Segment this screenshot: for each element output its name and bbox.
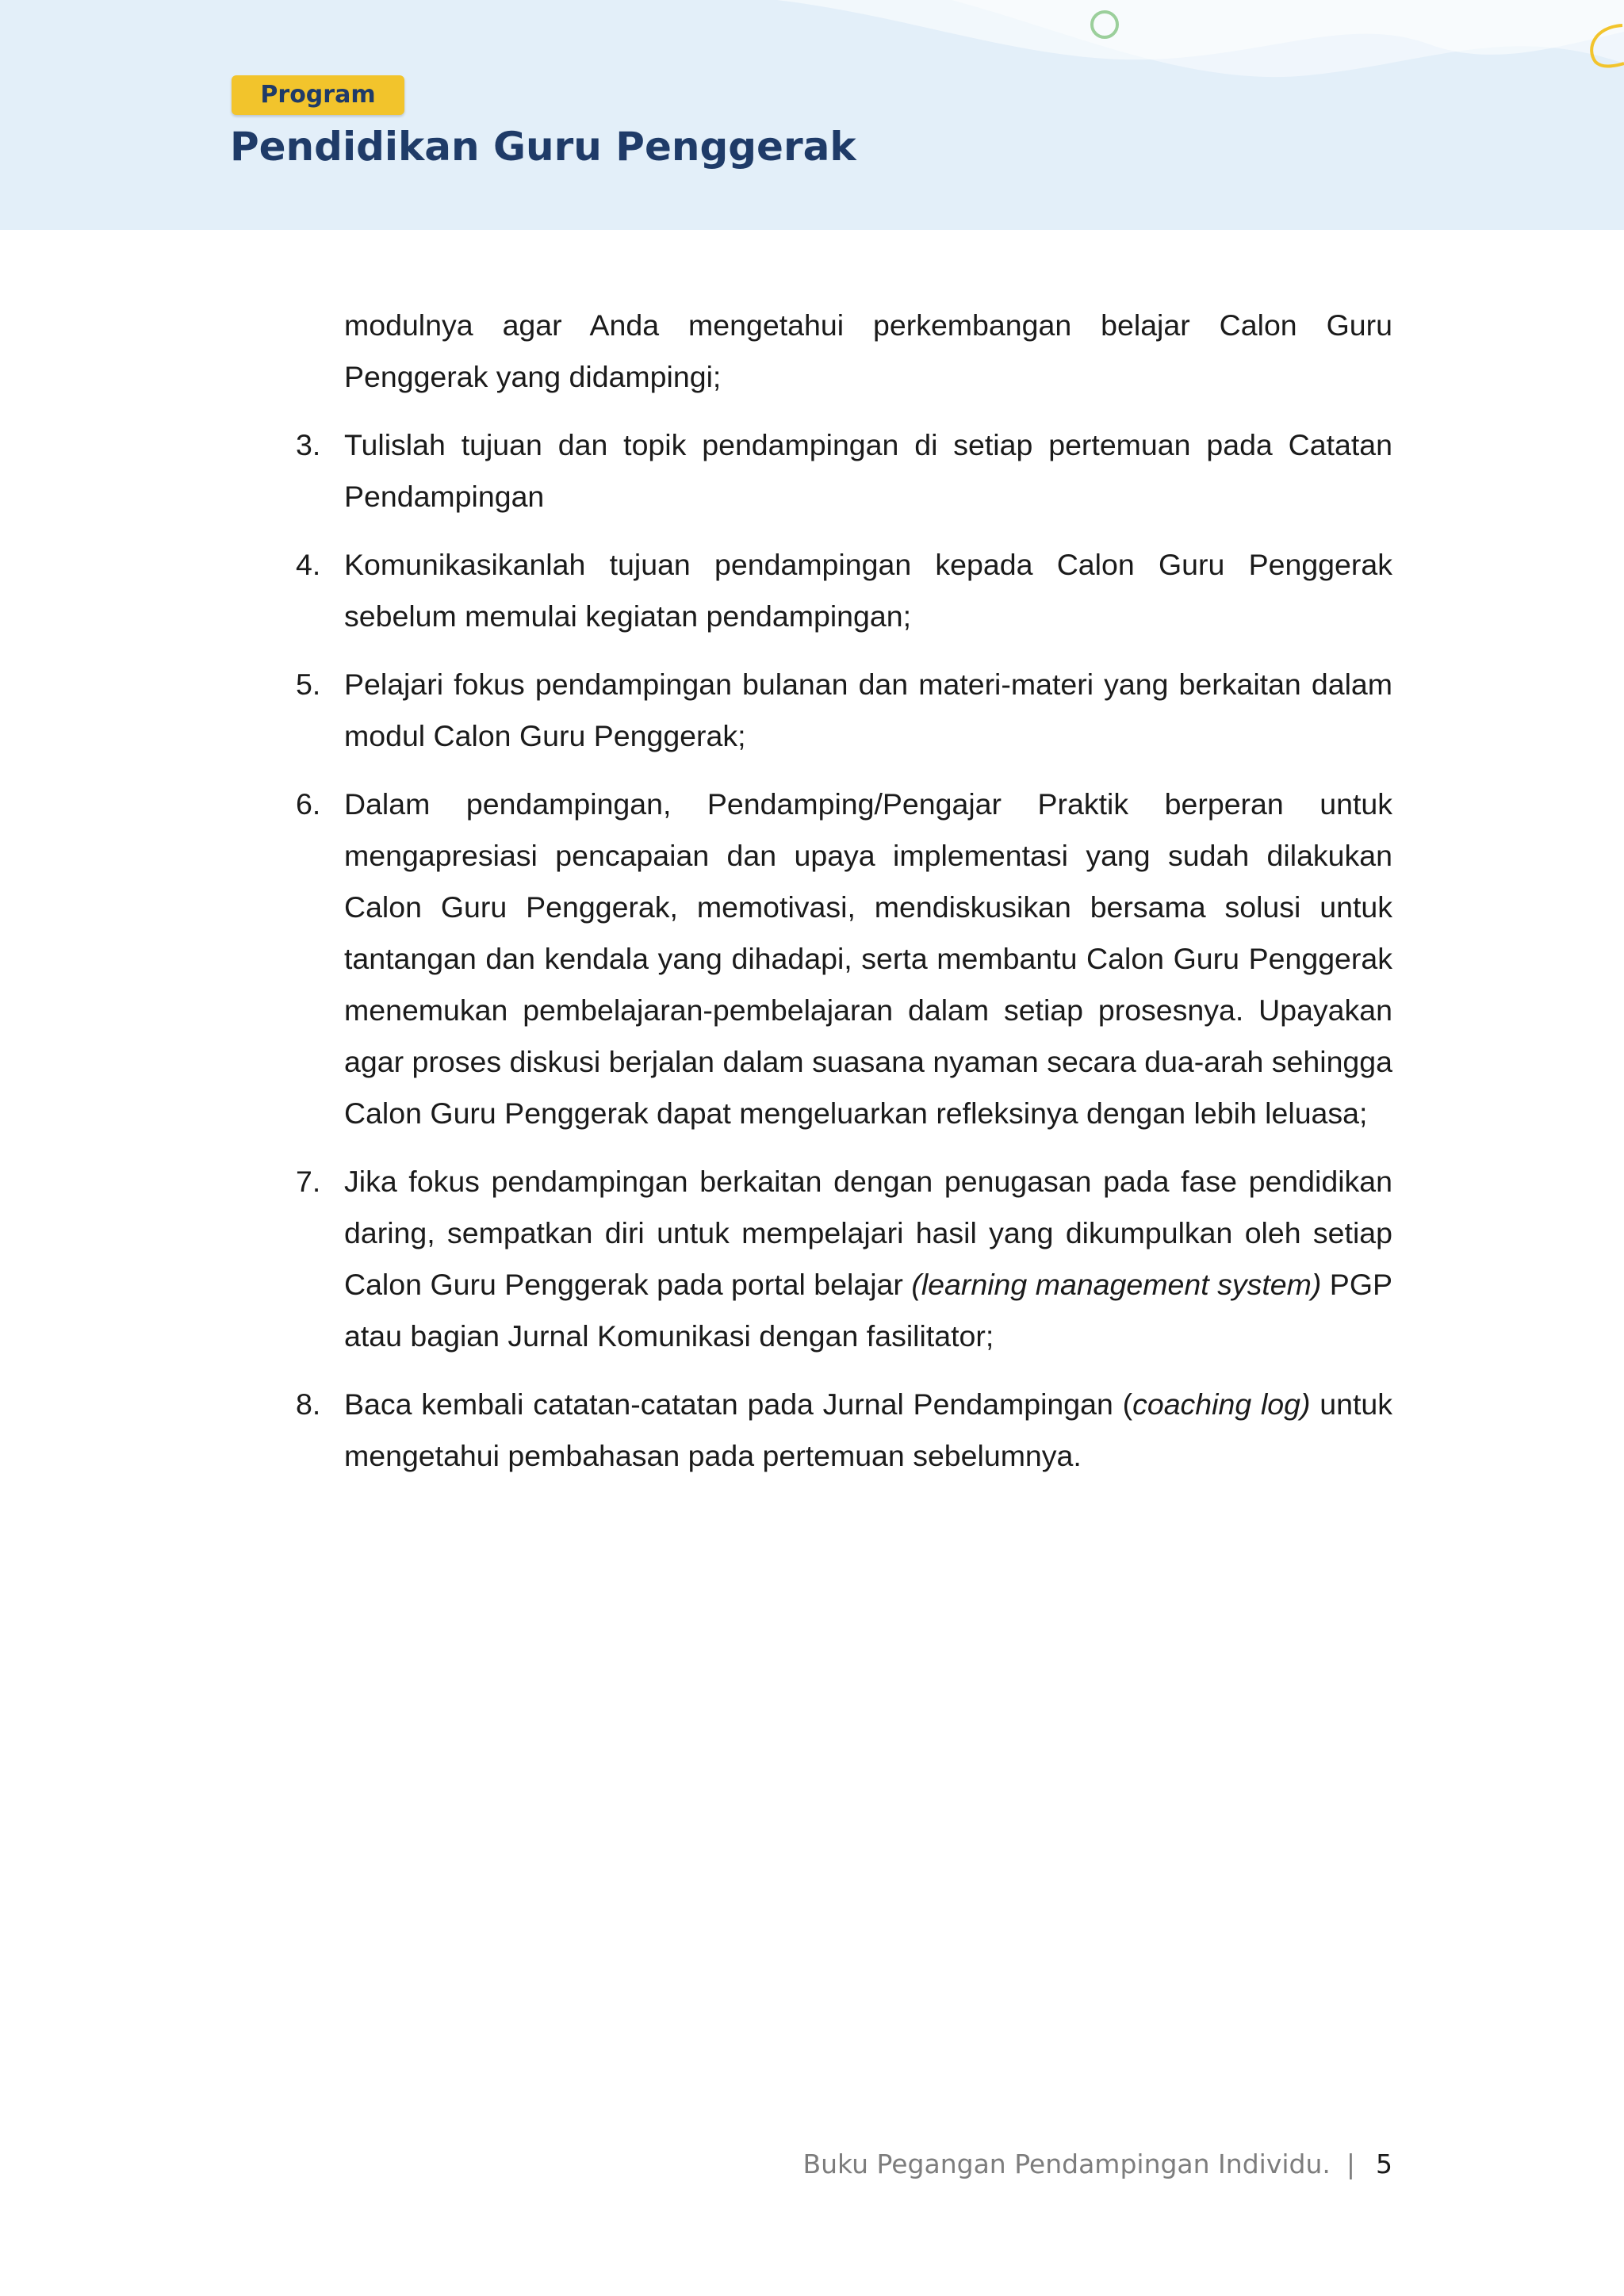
list-item-5: [296, 659, 1392, 762]
item-text-italic: (learning management system): [911, 1268, 1322, 1301]
item-number: 3.: [296, 428, 321, 461]
item-number: 5.: [296, 668, 321, 701]
list-item-3: [296, 419, 1392, 522]
item-text: modulnya agar Anda mengetahui perkembangan belajar Calon Guru Penggerak yang didampingi;: [344, 308, 1392, 393]
item-number: 4.: [296, 548, 321, 581]
item-text-start: Jika fokus pendampingan berkaitan dengan penugasan pada fase pendidikan daring, sempatkan diri untuk mempelajari hasil yang dikumpulkan oleh setiap Calon Guru Penggerak pada portal belajar: [344, 1165, 1392, 1301]
list-item-4: [296, 539, 1392, 642]
program-badge: Program: [232, 75, 404, 115]
list-item-6: [296, 779, 1392, 1139]
item-text-end: untuk mengetahui pembahasan pada pertemuan sebelumnya.: [344, 1387, 1392, 1472]
item-text: [344, 1379, 1392, 1482]
page-header-banner: [0, 0, 1624, 230]
header-wave-decoration: [0, 0, 1624, 230]
page-footer: [802, 2141, 1392, 2188]
item-text-end: PGP atau bagian Jurnal Komunikasi dengan fasilitator;: [344, 1268, 1393, 1353]
item-text-start: Baca kembali catatan-catatan pada Jurnal Pendampingan (: [344, 1387, 1133, 1421]
footer-separator: |: [1346, 2149, 1355, 2179]
list-item-7: [296, 1156, 1392, 1362]
item-number: 7.: [296, 1165, 321, 1198]
page-number: 5: [1376, 2149, 1392, 2179]
list-item-8: [296, 1379, 1392, 1482]
item-text-italic: coaching log): [1132, 1387, 1311, 1421]
item-text: Dalam pendampingan, Pendamping/Pengajar Praktik berperan untuk mengapresiasi pencapaian dan upaya implementasi yang sudah dilakukan Calon Guru Penggerak, memotivasi, mendiskusikan bersama solusi untuk tantangan dan kendala yang dihadapi, serta membantu Calon Guru Penggerak menemukan pembelajaran-pembelajaran dalam setiap prosesnya. Upayakan agar proses diskusi berjalan dalam suasana nyaman secara dua-arah sehingga Calon Guru Penggerak dapat mengeluarkan refleksinya dengan lebih leluasa;: [344, 787, 1392, 1130]
page-content: [296, 300, 1392, 1498]
footer-book-title: Buku Pegangan Pendampingan Individu.: [802, 2149, 1331, 2179]
item-text: [344, 1156, 1392, 1362]
list-item-continuation: [296, 300, 1392, 403]
item-number: 8.: [296, 1387, 321, 1421]
item-text: Tulislah tujuan dan topik pendampingan di setiap pertemuan pada Catatan Pendampingan: [344, 428, 1392, 513]
program-title: Pendidikan Guru Penggerak: [230, 124, 856, 170]
item-text: Komunikasikanlah tujuan pendampingan kepada Calon Guru Penggerak sebelum memulai kegiatan pendampingan;: [344, 548, 1392, 633]
item-number: 6.: [296, 787, 321, 821]
item-text: Pelajari fokus pendampingan bulanan dan materi-materi yang berkaitan dalam modul Calon Guru Penggerak;: [344, 668, 1392, 752]
